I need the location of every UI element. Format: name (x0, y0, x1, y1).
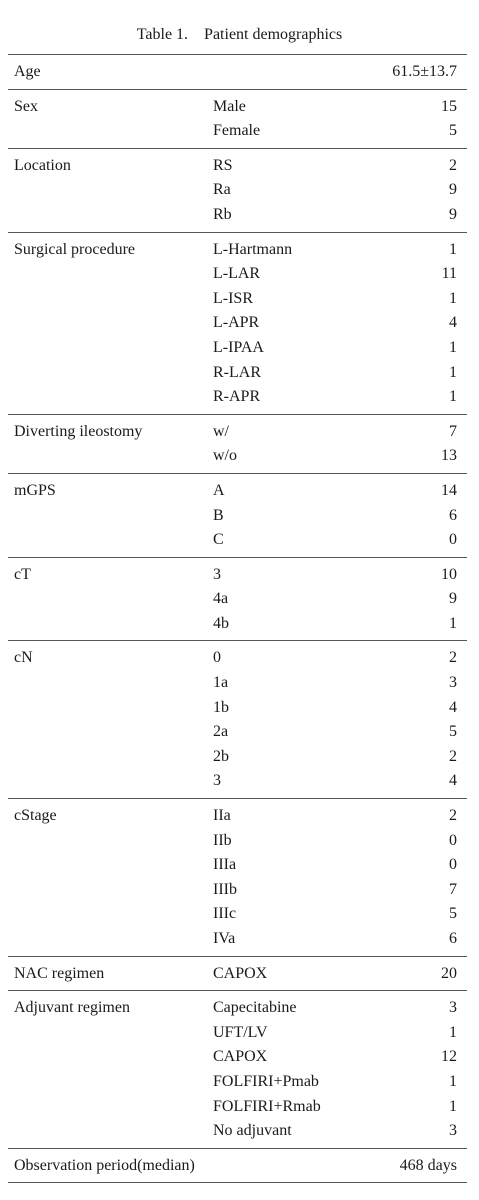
table-row (8, 769, 467, 794)
variable-label: Diverting ileostomy (14, 422, 143, 440)
category-label: IVa (213, 930, 236, 947)
category-label: 0 (213, 649, 221, 667)
category-label: w/o (213, 447, 237, 465)
table-row (8, 311, 467, 336)
category-label: C (213, 531, 224, 549)
value-cell: 9 (449, 590, 457, 608)
category-label: 4b (213, 614, 229, 632)
category-label: IIIa (213, 856, 237, 874)
value-cell: 9 (449, 205, 457, 223)
category-label: A (213, 481, 225, 499)
value-cell: 1 (449, 363, 457, 381)
variable-label: cN (14, 649, 33, 667)
table-row (8, 745, 467, 770)
table-row (8, 696, 467, 721)
category-label: Rb (213, 205, 232, 223)
table-row (8, 962, 467, 987)
value-cell: 20 (441, 964, 457, 982)
value-cell: 61.5±13.7 (392, 63, 457, 80)
value-cell: 2 (449, 649, 457, 667)
category-label: Female (213, 122, 261, 140)
value-cell: 2 (449, 156, 457, 174)
table-group (8, 149, 467, 233)
variable-label: cStage (14, 807, 57, 825)
category-label: R-LAR (213, 363, 261, 381)
table-row (8, 646, 467, 671)
table-row (8, 504, 467, 529)
table-row (8, 927, 467, 952)
category-label: Male (213, 97, 246, 115)
table-row (8, 95, 467, 120)
table-row (8, 1045, 467, 1070)
table-caption: Table 1. Patient demographics (136, 26, 343, 43)
category-label: IIIb (213, 880, 237, 898)
value-cell: 14 (441, 481, 457, 499)
table-row (8, 361, 467, 386)
variable-label: Adjuvant regimen (14, 999, 130, 1017)
table-row (8, 1095, 467, 1120)
value-cell: 0 (449, 531, 457, 549)
value-cell: 4 (449, 698, 457, 716)
variable-label: Observation period(median) (14, 1156, 195, 1174)
value-cell: 6 (449, 506, 457, 524)
category-label: 3 (213, 772, 221, 790)
table-row (8, 1021, 467, 1046)
table-group (8, 90, 467, 149)
table-row (8, 902, 467, 927)
table-row (8, 587, 467, 612)
table-row (8, 60, 467, 85)
category-label: FOLFIRI+Pmab (213, 1072, 319, 1090)
table-row (8, 203, 467, 228)
value-cell: 4 (449, 314, 457, 332)
category-label: FOLFIRI+Rmab (213, 1097, 321, 1115)
table-row (8, 479, 467, 504)
value-cell: 1 (449, 614, 457, 632)
value-cell: 1 (449, 240, 457, 258)
category-label: L-Hartmann (213, 240, 293, 258)
table-row (8, 385, 467, 410)
table-row (8, 1119, 467, 1144)
category-label: 1b (213, 698, 229, 716)
table-row (8, 671, 467, 696)
variable-label: Location (14, 156, 71, 174)
table-row (8, 336, 467, 361)
variable-label: Sex (14, 97, 38, 115)
table-group (8, 1149, 467, 1184)
value-cell: 1 (449, 289, 457, 307)
table-group (8, 558, 467, 642)
table-group (8, 991, 467, 1149)
variable-label: mGPS (14, 481, 56, 499)
category-label: L-LAR (213, 265, 261, 283)
demographics-table (8, 54, 467, 1183)
category-label: 3 (213, 565, 221, 583)
value-cell: 3 (449, 674, 457, 692)
value-cell: 2 (449, 747, 457, 765)
value-cell: 7 (449, 422, 457, 440)
category-label: L-ISR (213, 289, 253, 307)
table-group (8, 799, 467, 957)
table-row (8, 287, 467, 312)
value-cell: 1 (449, 338, 457, 356)
category-label: B (213, 506, 224, 524)
value-cell: 15 (441, 97, 457, 115)
category-label: 4a (213, 590, 229, 608)
table-group (8, 474, 467, 558)
variable-label: Age (14, 63, 41, 80)
table-row (8, 804, 467, 829)
value-cell: 1 (449, 1023, 457, 1041)
table-row (8, 178, 467, 203)
category-label: Ra (213, 181, 231, 199)
category-label: No adjuvant (213, 1122, 292, 1140)
table-row (8, 1154, 467, 1179)
category-label: CAPOX (213, 964, 268, 982)
table-row (8, 238, 467, 263)
table-row (8, 612, 467, 637)
table-group (8, 641, 467, 799)
value-cell: 1 (449, 1072, 457, 1090)
table-row (8, 420, 467, 445)
value-cell: 3 (449, 999, 457, 1017)
value-cell: 3 (449, 1122, 457, 1140)
value-cell: 468 days (399, 1156, 457, 1174)
table-row (8, 829, 467, 854)
value-cell: 11 (441, 265, 457, 283)
value-cell: 12 (441, 1048, 457, 1066)
value-cell: 5 (449, 122, 457, 140)
category-label: IIIc (213, 905, 237, 923)
value-cell: 4 (449, 772, 457, 790)
table-row (8, 720, 467, 745)
value-cell: 5 (449, 723, 457, 741)
table-group (8, 55, 467, 90)
category-label: CAPOX (213, 1048, 268, 1066)
table-row (8, 119, 467, 144)
table-row (8, 444, 467, 469)
value-cell: 9 (449, 181, 457, 199)
value-cell: 6 (449, 930, 457, 947)
value-cell: 10 (441, 565, 457, 583)
table-row (8, 563, 467, 588)
table-group (8, 233, 467, 415)
category-label: R-APR (213, 388, 261, 406)
category-label: IIb (213, 831, 232, 849)
value-cell: 7 (449, 880, 457, 898)
variable-label: Surgical procedure (14, 240, 135, 258)
category-label: L-APR (213, 314, 260, 332)
table-group (8, 415, 467, 474)
category-label: IIa (213, 807, 231, 825)
variable-label: cT (14, 565, 31, 583)
value-cell: 1 (449, 388, 457, 406)
value-cell: 2 (449, 807, 457, 825)
category-label: w/ (213, 422, 229, 440)
value-cell: 1 (449, 1097, 457, 1115)
category-label: RS (213, 156, 233, 174)
table-row (8, 262, 467, 287)
category-label: 2a (213, 723, 229, 741)
category-label: 1a (213, 674, 229, 692)
table-row (8, 878, 467, 903)
value-cell: 0 (449, 831, 457, 849)
table-row (8, 154, 467, 179)
variable-label: NAC regimen (14, 964, 105, 982)
value-cell: 5 (449, 905, 457, 923)
value-cell: 0 (449, 856, 457, 874)
value-cell: 13 (441, 447, 457, 465)
category-label: Capecitabine (213, 999, 297, 1017)
category-label: L-IPAA (213, 338, 264, 356)
table-row (8, 528, 467, 553)
table-group (8, 957, 467, 992)
table-row (8, 996, 467, 1021)
category-label: UFT/LV (213, 1023, 268, 1041)
table-row (8, 853, 467, 878)
category-label: 2b (213, 747, 229, 765)
table-row (8, 1070, 467, 1095)
